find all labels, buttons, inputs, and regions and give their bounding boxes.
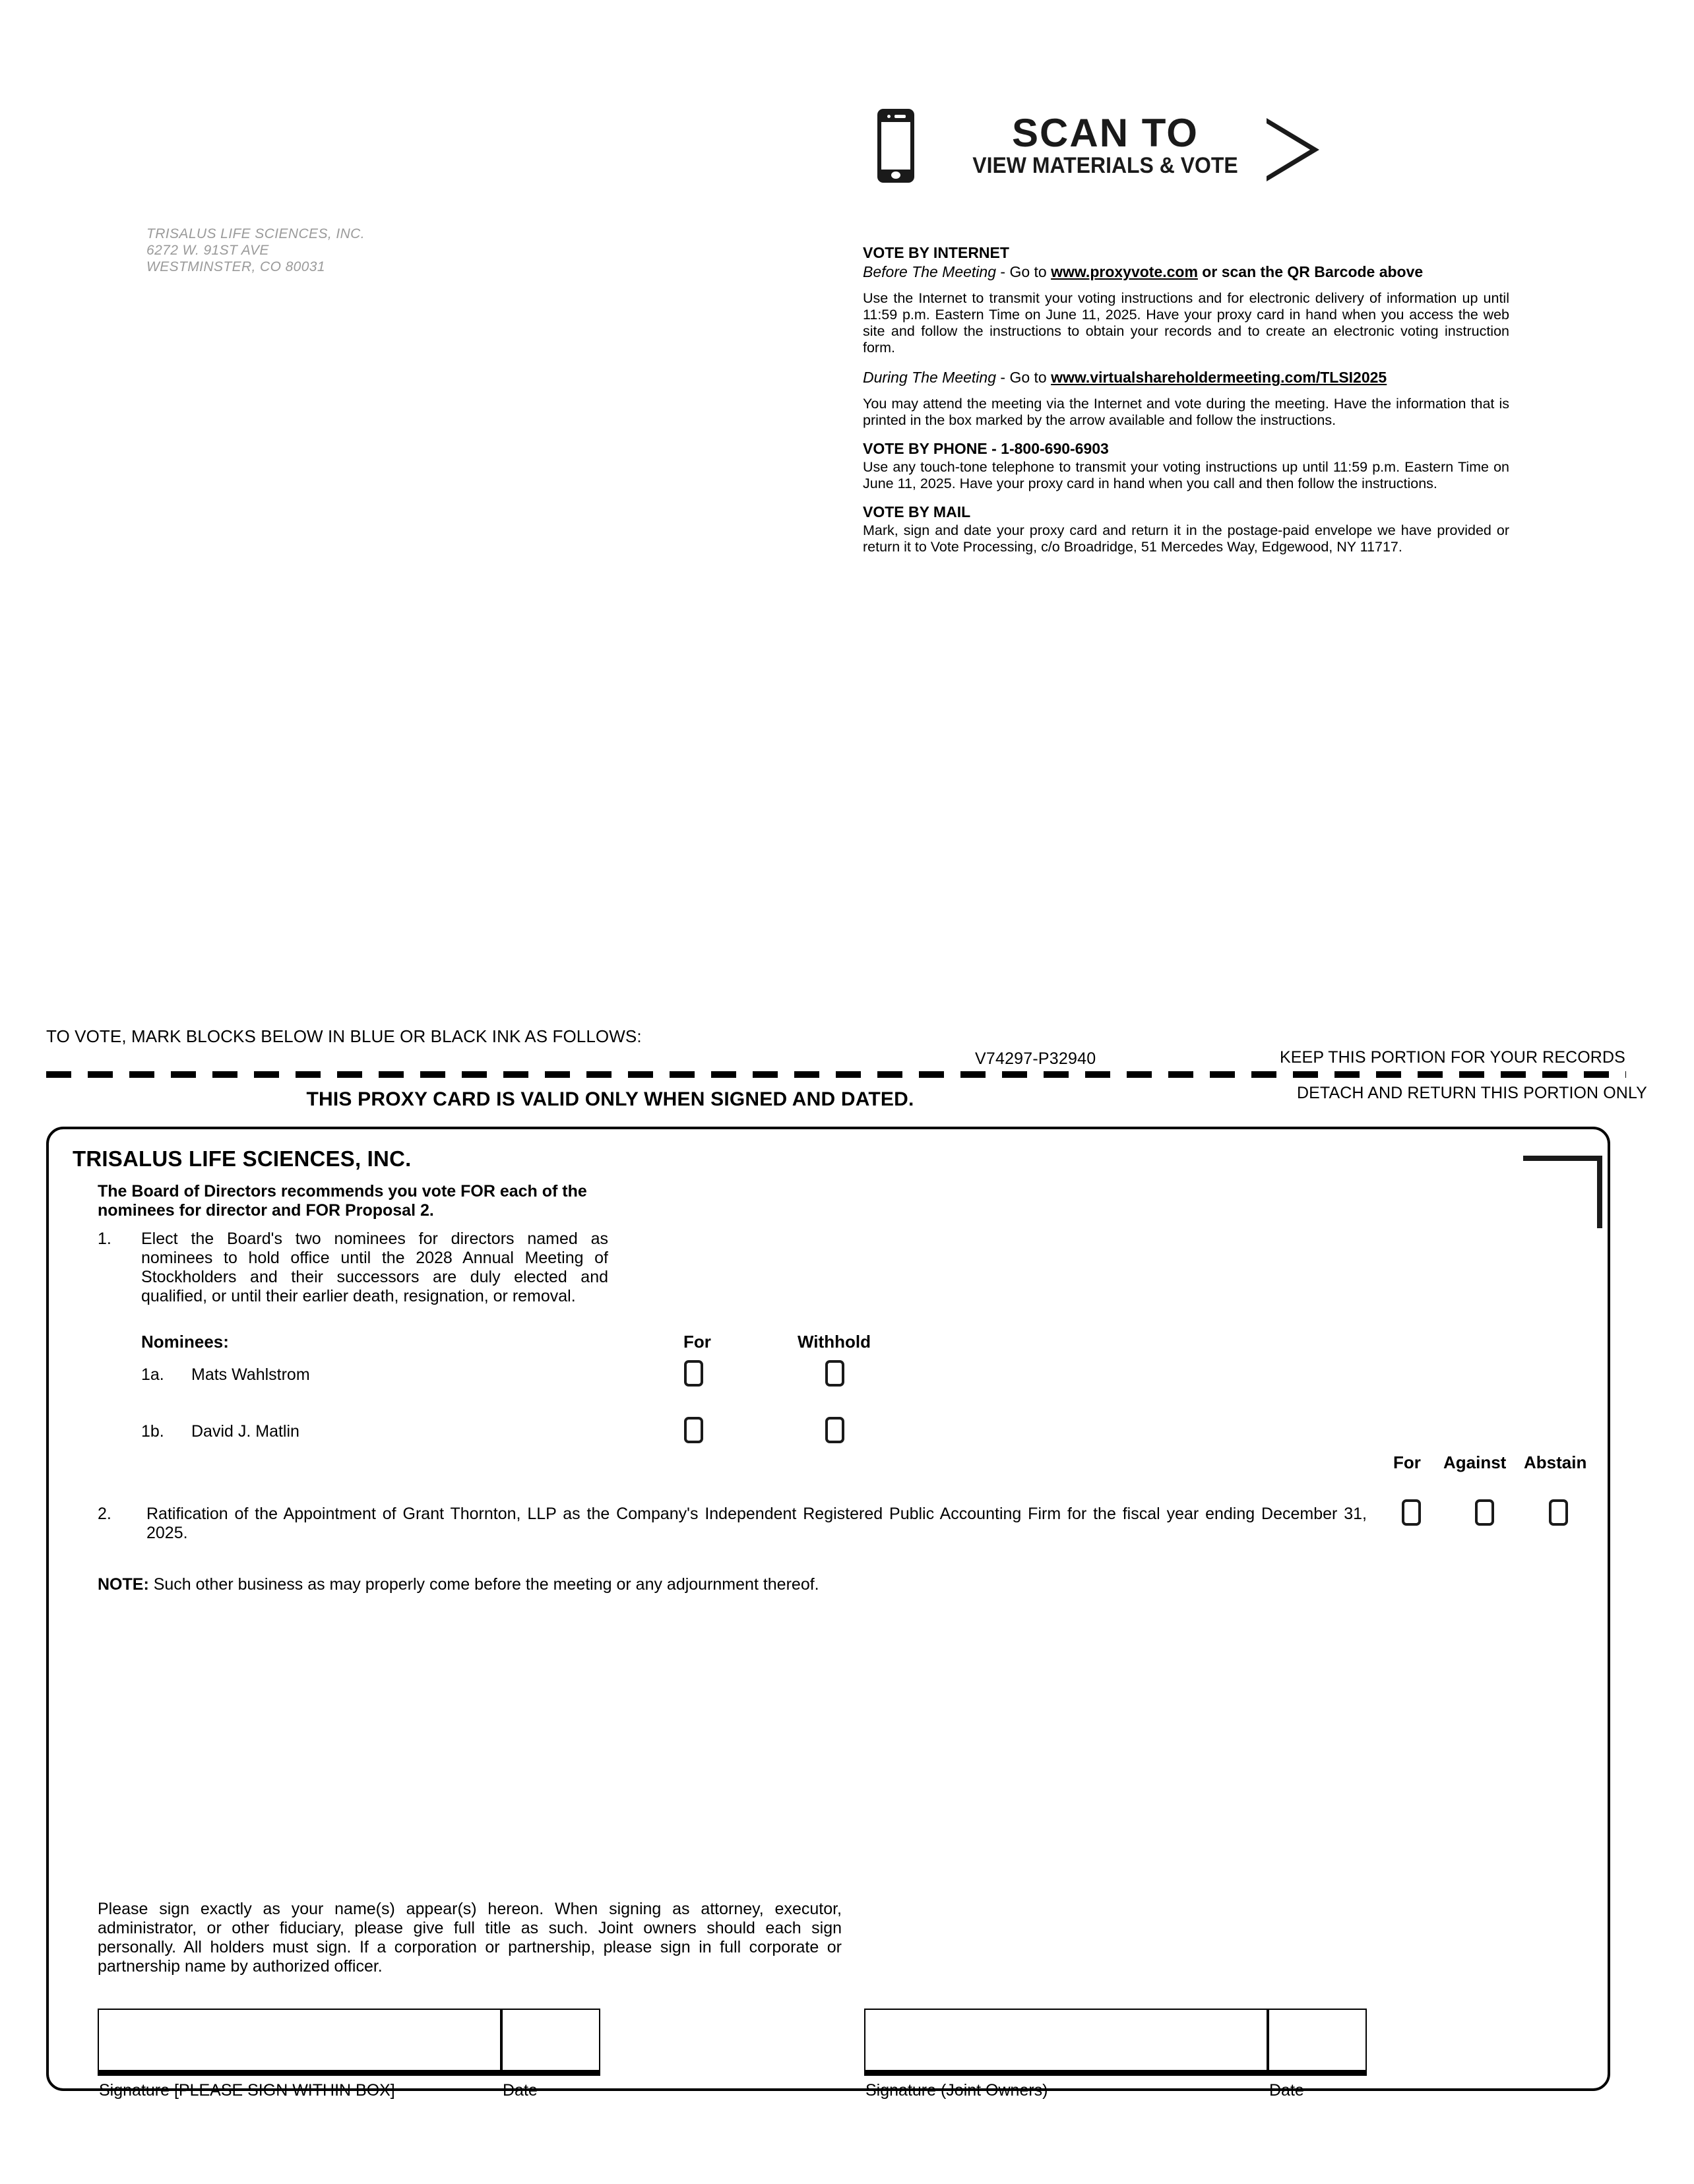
proposal-2-against-checkbox[interactable] — [1475, 1499, 1494, 1526]
bracket-horizontal — [1523, 1156, 1602, 1161]
mailing-address-block — [146, 226, 365, 275]
scan-to-vote-logo — [877, 109, 1352, 185]
proposal-1-text: Elect the Board's two nominees for directors named as nominees to hold office until the 2028 Annual Meeting of Stockholders and their successors are duly elected and qualified, or until their earlier death, resignation, or removal. — [141, 1230, 608, 1305]
mailing-address-line-3: WESTMINSTER, CO 80031 — [146, 259, 325, 274]
board-recommendation-text: The Board of Directors recommends you vote FOR each of the nominees for director and FOR Proposal 2. — [98, 1182, 587, 1220]
during-meeting-mid: - Go to — [996, 369, 1051, 386]
vote-by-internet-heading: VOTE BY INTERNET — [863, 244, 1009, 261]
vote-by-mail-heading: VOTE BY MAIL — [863, 503, 971, 520]
vote-instructions-panel — [863, 244, 1509, 555]
phone-camera-dot — [887, 115, 891, 118]
card-company-name: TRISALUS LIFE SCIENCES, INC. — [73, 1146, 412, 1171]
nominee-column-header-withhold: Withhold — [798, 1332, 871, 1352]
proposal-2-abstain-checkbox[interactable] — [1549, 1499, 1568, 1526]
nominees-label: Nominees: — [141, 1332, 229, 1352]
primary-signature-caption: Signature [PLEASE SIGN WITHIN BOX] — [99, 2081, 395, 2100]
control-number-bracket-icon — [1523, 1156, 1602, 1228]
vote-by-phone-heading: VOTE BY PHONE - 1-800-690-6903 — [863, 440, 1109, 457]
during-meeting-label: During The Meeting — [863, 369, 996, 386]
proposal-2-column-header-against: Against — [1443, 1452, 1507, 1472]
proxy-card-valid-notice: THIS PROXY CARD IS VALID ONLY WHEN SIGNED AND DATED. — [306, 1088, 914, 1110]
proposal-2-text: Ratification of the Appointment of Grant Thornton, LLP as the Company's Independent Registered Public Accounting Firm for the fiscal year ending December 31, 2025. — [146, 1505, 1367, 1542]
virtual-meeting-link[interactable]: www.virtualshareholdermeeting.com/TLSI2025 — [1051, 369, 1387, 386]
signature-instructions: Please sign exactly as your name(s) appear(s) hereon. When signing as attorney, executor, administrator, or other fiduciary, please give full title as such. Joint owners should each sign personally. All holders must sign. If a corporation or partnership, please sign in full corporate or partnership name by authorized officer. — [98, 1900, 842, 1976]
detach-portion-label: DETACH AND RETURN THIS PORTION ONLY — [1297, 1084, 1647, 1102]
internet-during-body: You may attend the meeting via the Internet and vote during the meeting. Have the information that is printed in the box marked by the arrow available and follow the instructions. — [863, 396, 1509, 428]
detach-dashed-line — [46, 1071, 1626, 1078]
nominee-column-header-for: For — [683, 1332, 711, 1352]
primary-date-field[interactable] — [501, 2009, 600, 2076]
control-number: V74297-P32940 — [975, 1049, 1096, 1068]
before-meeting-label: Before The Meeting — [863, 263, 997, 280]
scan-to-subheadline: VIEW MATERIALS & VOTE — [972, 153, 1238, 178]
before-meeting-tail: or scan the QR Barcode above — [1197, 263, 1424, 280]
note-label: NOTE: — [98, 1575, 149, 1594]
before-meeting-mid: - Go to — [996, 263, 1051, 280]
mobile-phone-icon — [877, 109, 914, 183]
proposal-2-column-header-abstain: Abstain — [1524, 1452, 1587, 1472]
play-triangle-inner — [1267, 123, 1310, 176]
nominee-1b-for-checkbox[interactable] — [684, 1417, 703, 1443]
nominee-1a-for-checkbox[interactable] — [684, 1360, 703, 1387]
vote-by-phone-body: Use any touch-tone telephone to transmit your voting instructions up until 11:59 p.m. Eastern Time on June 11, 2025. Have your proxy card in hand when you call and then follow the instructions. — [863, 459, 1509, 491]
joint-date-caption: Date — [1269, 2081, 1304, 2100]
nominee-1b-name: David J. Matlin — [191, 1422, 299, 1441]
phone-home-button — [891, 172, 900, 179]
before-meeting-line — [863, 263, 1509, 282]
note-line — [98, 1575, 819, 1594]
note-text: Such other business as may properly come before the meeting or any adjournment thereof. — [148, 1575, 819, 1594]
nominee-1b-withhold-checkbox[interactable] — [825, 1417, 844, 1443]
mailing-address-line-1: TRISALUS LIFE SCIENCES, INC. — [146, 226, 365, 241]
proposal-2-column-header-for: For — [1393, 1452, 1421, 1472]
joint-signature-field[interactable] — [864, 2009, 1268, 2076]
scan-to-text-group — [955, 111, 1255, 179]
nominee-1a-withhold-checkbox[interactable] — [825, 1360, 844, 1387]
joint-signature-caption: Signature (Joint Owners) — [865, 2081, 1048, 2100]
bracket-vertical — [1597, 1156, 1602, 1228]
joint-signature-group — [864, 2009, 1367, 2076]
joint-date-field[interactable] — [1268, 2009, 1367, 2076]
primary-signature-field[interactable] — [98, 2009, 501, 2076]
nominee-1a-name: Mats Wahlstrom — [191, 1365, 310, 1384]
mark-blocks-instruction: TO VOTE, MARK BLOCKS BELOW IN BLUE OR BLACK INK AS FOLLOWS: — [46, 1026, 642, 1046]
primary-signature-group — [98, 2009, 600, 2076]
internet-before-body: Use the Internet to transmit your voting instructions and for electronic delivery of information up until 11:59 p.m. Eastern Time on June 11, 2025. Have your proxy card in hand when you access the web site and follow the instructions to obtain your records and to create an electronic voting instruction form. — [863, 290, 1509, 356]
phone-speaker-slot — [894, 115, 906, 118]
keep-portion-label: KEEP THIS PORTION FOR YOUR RECORDS — [1280, 1048, 1625, 1067]
during-meeting-line — [863, 368, 1509, 387]
nominee-1a-number: 1a. — [141, 1365, 164, 1384]
proposal-1-number: 1. — [98, 1230, 111, 1248]
primary-date-caption: Date — [503, 2081, 538, 2100]
proxyvote-link[interactable]: www.proxyvote.com — [1051, 263, 1198, 280]
proposal-2-for-checkbox[interactable] — [1402, 1499, 1421, 1526]
nominee-1b-number: 1b. — [141, 1422, 164, 1441]
phone-screen — [881, 122, 910, 170]
vote-by-mail-body: Mark, sign and date your proxy card and return it in the postage-paid envelope we have provided or return it to Vote Processing, c/o Broadridge, 51 Mercedes Way, Edgewood, NY 11717. — [863, 522, 1509, 555]
scan-to-headline: SCAN TO — [1012, 111, 1199, 155]
mailing-address-line-2: 6272 W. 91ST AVE — [146, 243, 269, 258]
proposal-2-number: 2. — [98, 1505, 111, 1523]
